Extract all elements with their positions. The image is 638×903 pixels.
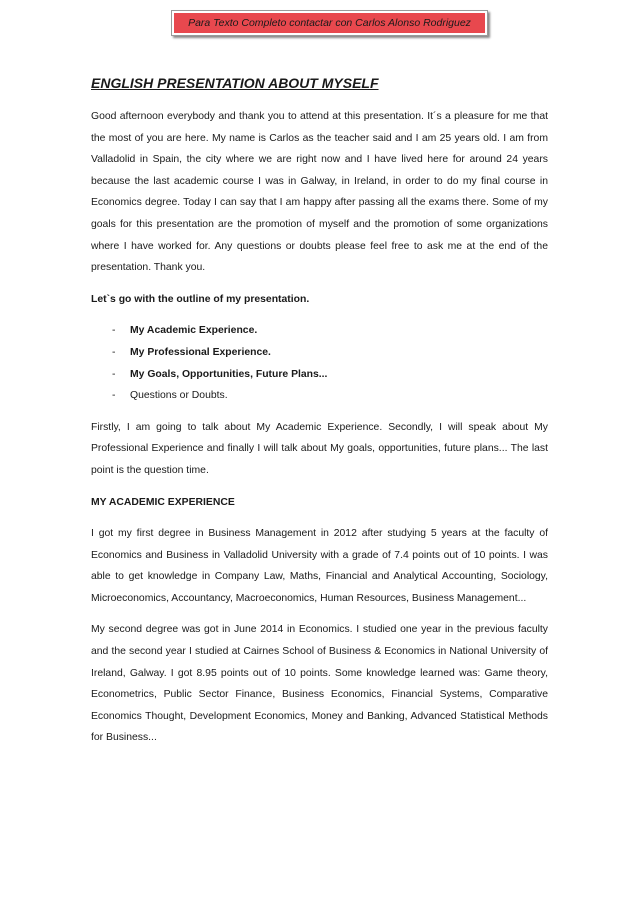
academic-paragraph-1: I got my first degree in Business Management in 2012 after studying 5 years at the faculty of Economics and Business in Valladolid University with a grade of 7.4 points out of 10 points. I was able to get knowledge in Company Law, Maths, Financial and Analytical Accounting, Sociology, Microeconomics, Accountancy, Macroeconomics, Human Resources, Business Management... bbox=[91, 528, 548, 604]
outline-item-label: Questions or Doubts. bbox=[130, 390, 228, 402]
outline-item bbox=[91, 342, 548, 364]
outline-item bbox=[91, 364, 548, 386]
academic-paragraph-2: My second degree was got in June 2014 in Economics. I studied one year in the previous faculty and the second year I studied at Cairnes School of Business & Economics in National University of Ireland, Galway. I got 8.95 points out of 10 points. Some knowledge learned was: Game theory, Econometrics, Public Sector Finance, Business Economics, Financial Systems, Comparative Economics Thought, Development Economics, Money and Banking, Advanced Statistical Methods for Business... bbox=[91, 624, 548, 744]
outline-item bbox=[91, 385, 548, 407]
outline-lead: Let`s go with the outline of my presentation. bbox=[91, 293, 310, 305]
contact-banner bbox=[171, 10, 488, 36]
outline-item-label: My Goals, Opportunities, Future Plans... bbox=[130, 368, 328, 380]
document-title: ENGLISH PRESENTATION ABOUT MYSELF bbox=[91, 75, 379, 91]
list-dash: - bbox=[112, 390, 116, 402]
paragraph-gap bbox=[91, 609, 548, 619]
document-body bbox=[91, 74, 548, 749]
outline-item-label: My Academic Experience. bbox=[130, 325, 258, 337]
academic-section-heading: MY ACADEMIC EXPERIENCE bbox=[91, 496, 235, 508]
intro-paragraph: Good afternoon everybody and thank you to attend at this presentation. It´s a pleasure for me that the most of you are here. My name is Carlos as the teacher said and I am 25 years old. I am from Valladolid in Spain, the city where we are right now and I have lived here for around 24 years because the last academic course I was in Galway, in Ireland, in order to do my final course in Economics degree. Today I can say that I am happy after passing all the exams there. Some of my goals for this presentation are the promotion of myself and the promotion of some organizations where I have worked for. Any questions or doubts please feel free to ask me at the end of the presentation. Thank you. bbox=[91, 111, 548, 274]
list-dash: - bbox=[112, 368, 116, 380]
outline-item bbox=[91, 320, 548, 342]
outline-item-label: My Professional Experience. bbox=[130, 346, 271, 358]
contact-banner-text: Para Texto Completo contactar con Carlos Alonso Rodriguez bbox=[174, 13, 485, 33]
list-dash: - bbox=[112, 346, 116, 358]
outline-list bbox=[91, 320, 548, 406]
overview-paragraph: Firstly, I am going to talk about My Academic Experience. Secondly, I will speak about My Professional Experience and finally I will talk about My goals, opportunities, future plans... The last point is the question time. bbox=[91, 421, 548, 476]
list-dash: - bbox=[112, 325, 116, 337]
